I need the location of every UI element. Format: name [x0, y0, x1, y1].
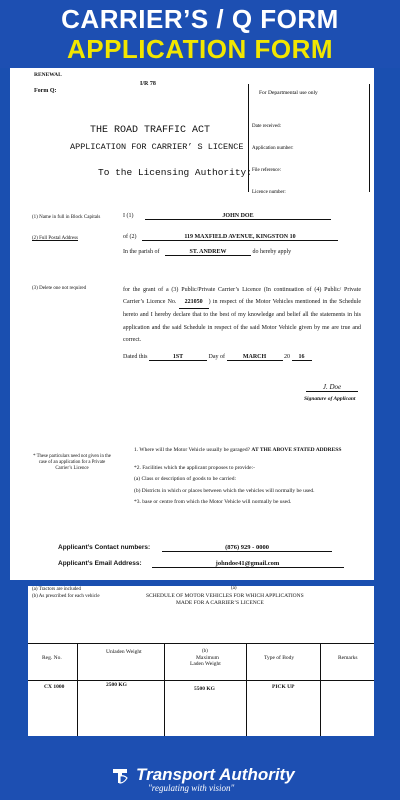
answer-garaged: AT THE ABOVE STATED ADDRESS — [251, 447, 342, 453]
email-label: Applicant’s Email Address: — [58, 560, 142, 567]
form-reference: I/R 78 — [140, 81, 156, 87]
note-full-postal-address: (2) Full Postal Address — [32, 236, 78, 241]
renewal-label: RENEWAL — [34, 72, 62, 78]
question-goods-class: (a) Class or description of goods to be carried: — [134, 476, 237, 482]
footer-tagline: "regulating with vision" — [148, 783, 235, 793]
cell-reg-no: CX 1000 — [44, 684, 65, 690]
dated-line — [123, 354, 312, 361]
application-number-label: Application number: — [252, 146, 294, 151]
address-line — [123, 234, 338, 241]
applicant-name: JOHN DOE — [145, 213, 331, 220]
name-line — [123, 213, 331, 220]
name-prefix: I (1) — [123, 213, 134, 219]
question-districts: (b) Districts in which or places between which the vehicles will normally be used. — [134, 488, 315, 494]
header-title-line2: APPLICATION FORM — [66, 34, 334, 64]
email-value: johndoe41@gmail.com — [152, 560, 344, 568]
declaration-paragraph — [123, 284, 361, 346]
day-of-label: Day of — [208, 354, 225, 360]
row-divider — [28, 680, 374, 681]
question-base-centre: *3. base or centre from which the Motor Vehicle will normally be used. — [134, 499, 292, 505]
vehicle-questions — [134, 446, 360, 456]
cell-max-laden-weight: 5500 KG — [194, 686, 215, 692]
contact-numbers-row — [58, 544, 332, 552]
note-delete-one: (3) Delete one not required — [32, 286, 87, 291]
address-prefix: of (2) — [123, 234, 137, 240]
column-header-unladen-weight: Unladen Weight — [106, 649, 142, 655]
column-divider — [164, 643, 165, 736]
application-form-sheet — [10, 68, 374, 580]
column-divider — [246, 643, 247, 736]
transport-authority-logo-icon — [110, 766, 130, 786]
footer-brand: Transport Authority — [136, 765, 295, 784]
dated-label: Dated this — [123, 354, 148, 360]
year-prefix: 20 — [284, 354, 290, 360]
signature-label: Signature of Applicant — [304, 396, 356, 402]
to-licensing-authority: To the Licensing Authority: — [98, 167, 252, 178]
email-row — [58, 560, 344, 568]
column-header-maximum: Maximum — [196, 655, 219, 661]
parish-line — [123, 249, 291, 256]
applicant-signature: J. Doe — [306, 383, 358, 392]
declaration-text-b: ) in respect of the Motor Vehicles mentioned in the Schedule hereto and I hereby declare that to the best of my knowledge and belief all the statements in his application and the said Schedule in respect of the said Motor Vehicle given by me are true and correct. — [123, 299, 361, 343]
dept-box-title: For Departmental use only — [259, 90, 318, 96]
departmental-use-box — [248, 84, 370, 195]
previous-licence-number: 221050 — [179, 296, 209, 309]
dated-day: 1ST — [149, 354, 207, 361]
cell-unladen-weight: 2500 KG — [106, 682, 127, 688]
schedule-sheet — [28, 586, 374, 736]
schedule-heading-marker: (a) — [231, 586, 237, 591]
schedule-note-b: (b) As prescribed for each vehicle — [32, 594, 100, 599]
parish-prefix: In the parish of — [123, 249, 160, 255]
parish-name: ST. ANDREW — [165, 249, 251, 256]
dated-month: MARCH — [227, 354, 283, 361]
dated-year: 16 — [292, 354, 312, 361]
particulars-note: * These particulars need not given in the case of an application for a Private Carrier’s Licence — [33, 454, 111, 471]
column-header-type-of-body: Type of Body — [264, 655, 295, 661]
column-header-laden-weight: Laden Weight — [190, 661, 221, 667]
cell-type-of-body: PICK UP — [272, 684, 295, 690]
file-reference-label: File reference: — [252, 168, 282, 173]
contact-numbers-value: (876) 929 - 0000 — [162, 544, 332, 552]
licence-number-label: Licence number: — [252, 190, 286, 195]
schedule-note-a: (a) Tractors are included — [32, 587, 82, 592]
parish-suffix: do hereby apply — [252, 249, 292, 255]
column-divider — [320, 643, 321, 736]
question-facilities: *2. Facilities which the applicant proposes to provide:- — [134, 465, 255, 471]
form-q-label: Form Q: — [34, 88, 57, 94]
application-title: APPLICATION FOR CARRIER’ S LICENCE — [70, 142, 244, 152]
date-received-label: Date received: — [252, 124, 282, 129]
column-header-remarks: Remarks — [338, 655, 358, 661]
act-title: THE ROAD TRAFFIC ACT — [90, 125, 211, 136]
schedule-heading-line2: MADE FOR A CARRIER’S LICENCE — [176, 600, 264, 606]
note-name-block-capitals: (1) Name in full in Block Capitals — [32, 215, 101, 220]
column-divider — [77, 643, 78, 736]
declaration-text-a: for the grant of a (3) Public/Private Carrier’s Licence (In continuation of (4) Public/ Private Carrier’s Licence No. — [123, 287, 361, 306]
question-garaged: 1. Where will the Motor Vehicle usually be garaged? — [134, 447, 251, 453]
header-title-line1: CARRIER’S / Q FORM — [61, 4, 339, 34]
column-header-reg-no: Reg. No. — [42, 655, 62, 661]
column-header-max-marker: (b) — [202, 649, 208, 654]
schedule-heading-line1: SCHEDULE OF MOTOR VEHICLES FOR WHICH APPLICATIONS — [146, 593, 304, 599]
postal-address: 119 MAXFIELD AVENUE, KINGSTON 10 — [142, 234, 338, 241]
contact-numbers-label: Applicant’s Contact numbers: — [58, 544, 151, 551]
page-header — [0, 0, 400, 68]
